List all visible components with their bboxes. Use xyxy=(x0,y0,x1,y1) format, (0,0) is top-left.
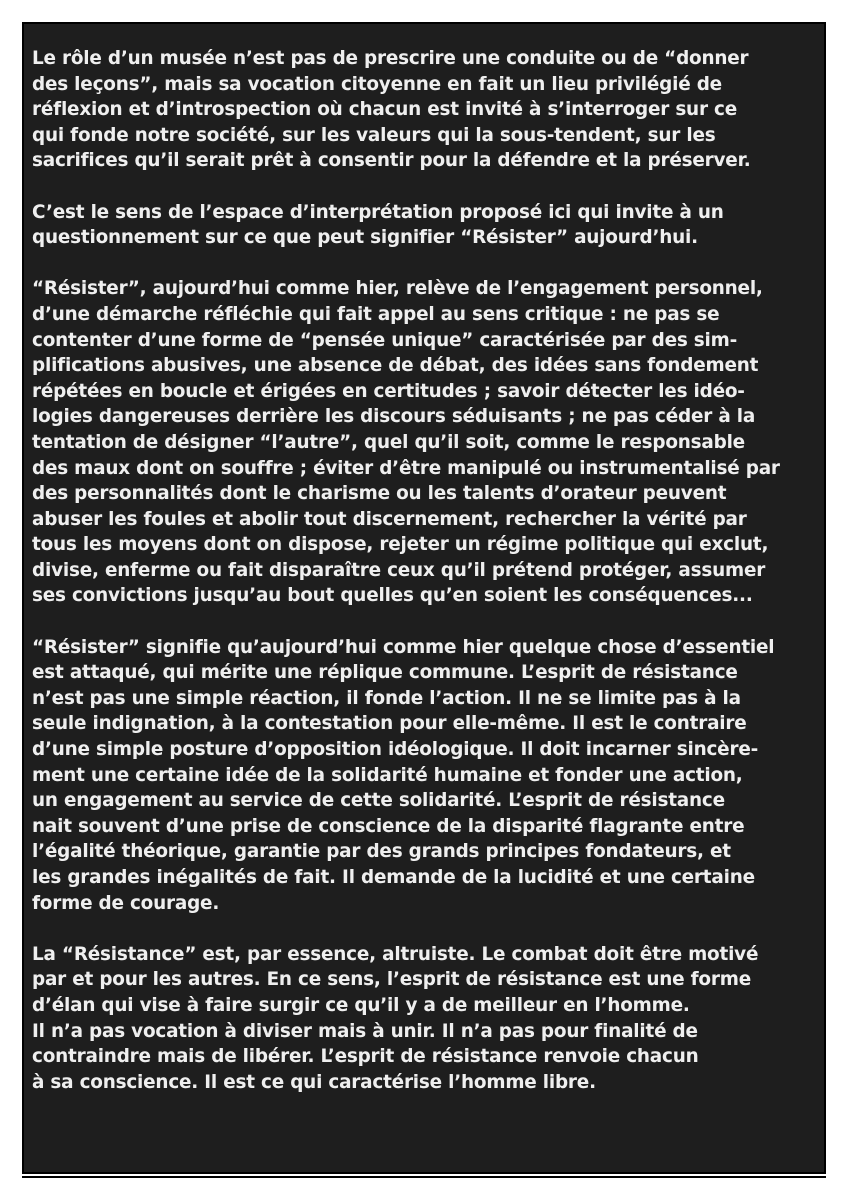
text-line: seule indignation, à la contestation pour elle-même. Il est le contraire xyxy=(32,713,747,735)
text-line: logies dangereuses derrière les discours séduisants ; ne pas céder à la xyxy=(32,406,756,428)
bottom-divider xyxy=(22,1176,826,1178)
text-line: tentation de désigner “l’autre”, quel qu’il soit, comme le responsable xyxy=(32,431,745,453)
museum-text-panel xyxy=(22,22,826,1174)
paragraph-2 xyxy=(32,200,822,251)
text-line: les grandes inégalités de fait. Il demande de la lucidité et une certaine xyxy=(32,867,755,888)
text-line: qui fonde notre société, sur les valeurs qui la sous-tendent, sur les xyxy=(32,124,716,146)
text-line: “Résister”, aujourd’hui comme hier, relève de l’engagement personnel, xyxy=(32,278,763,300)
text-line: abuser les foules et abolir tout discernement, rechercher la vérité par xyxy=(32,508,747,530)
text-line: Il n’a pas vocation à diviser mais à unir. Il n’a pas pour finalité de xyxy=(32,1020,698,1042)
text-line: “Résister” signifie qu’aujourd’hui comme hier quelque chose d’essentiel xyxy=(32,636,775,658)
paragraph-5 xyxy=(32,942,822,1096)
text-line: ses convictions jusqu’au bout quelles qu’en soient les conséquences... xyxy=(32,585,753,607)
paragraph-1 xyxy=(32,46,822,174)
text-line: divise, enferme ou fait disparaître ceux qu’il prétend protéger, assumer xyxy=(32,559,766,581)
text-line: questionnement sur ce que peut signifier “Résister” aujourd’hui. xyxy=(32,227,698,249)
panel-body xyxy=(32,46,822,1121)
text-line: forme de courage. xyxy=(32,892,220,914)
text-line: contenter d’une forme de “pensée unique” caractérisée par des sim- xyxy=(32,329,738,351)
text-line: des maux dont on souffre ; éviter d’être manipulé ou instrumentalisé par xyxy=(32,457,780,479)
text-line: ment une certaine idée de la solidarité humaine et fonder une action, xyxy=(32,764,743,786)
text-line: des leçons”, mais sa vocation citoyenne en fait un lieu privilégié de xyxy=(32,73,722,95)
text-line: d’élan qui vise à faire surgir ce qu’il y a de meilleur en l’homme. xyxy=(32,994,690,1016)
text-line: d’une démarche réfléchie qui fait appel au sens critique : ne pas se xyxy=(32,303,720,325)
text-line: La “Résistance” est, par essence, altruiste. Le combat doit être motivé xyxy=(32,943,759,965)
text-line: tous les moyens dont on dispose, rejeter un régime politique qui exclut, xyxy=(32,534,769,556)
text-line: n’est pas une simple réaction, il fonde l’action. Il ne se limite pas à la xyxy=(32,687,741,709)
paragraph-3 xyxy=(32,276,822,609)
text-line: C’est le sens de l’espace d’interprétation proposé ici qui invite à un xyxy=(32,201,724,223)
text-line: un engagement au service de cette solidarité. L’esprit de résistance xyxy=(32,790,725,812)
text-line: nait souvent d’une prise de conscience de la disparité flagrante entre xyxy=(32,815,745,837)
text-line: est attaqué, qui mérite une réplique commune. L’esprit de résistance xyxy=(32,662,738,684)
paragraph-4 xyxy=(32,635,822,917)
text-line: l’égalité théorique, garantie par des grands principes fondateurs, et xyxy=(32,841,731,863)
text-line: plifications abusives, une absence de débat, des idées sans fondement xyxy=(32,355,759,377)
text-line: d’une simple posture d’opposition idéologique. Il doit incarner sincère- xyxy=(32,739,759,761)
text-line: par et pour les autres. En ce sens, l’esprit de résistance est une forme xyxy=(32,969,751,991)
text-line: contraindre mais de libérer. L’esprit de résistance renvoie chacun xyxy=(32,1046,699,1068)
text-line: des personnalités dont le charisme ou les talents d’orateur peuvent xyxy=(32,483,727,505)
text-line: Le rôle d’un musée n’est pas de prescrire une conduite ou de “donner xyxy=(32,48,749,69)
text-line: répétées en boucle et érigées en certitudes ; savoir détecter les idéo- xyxy=(32,380,745,402)
text-line: réflexion et d’introspection où chacun est invité à s’interroger sur ce xyxy=(32,99,738,121)
text-line: à sa conscience. Il est ce qui caractérise l’homme libre. xyxy=(32,1071,596,1093)
text-line: sacrifices qu’il serait prêt à consentir pour la défendre et la préserver. xyxy=(32,150,751,172)
